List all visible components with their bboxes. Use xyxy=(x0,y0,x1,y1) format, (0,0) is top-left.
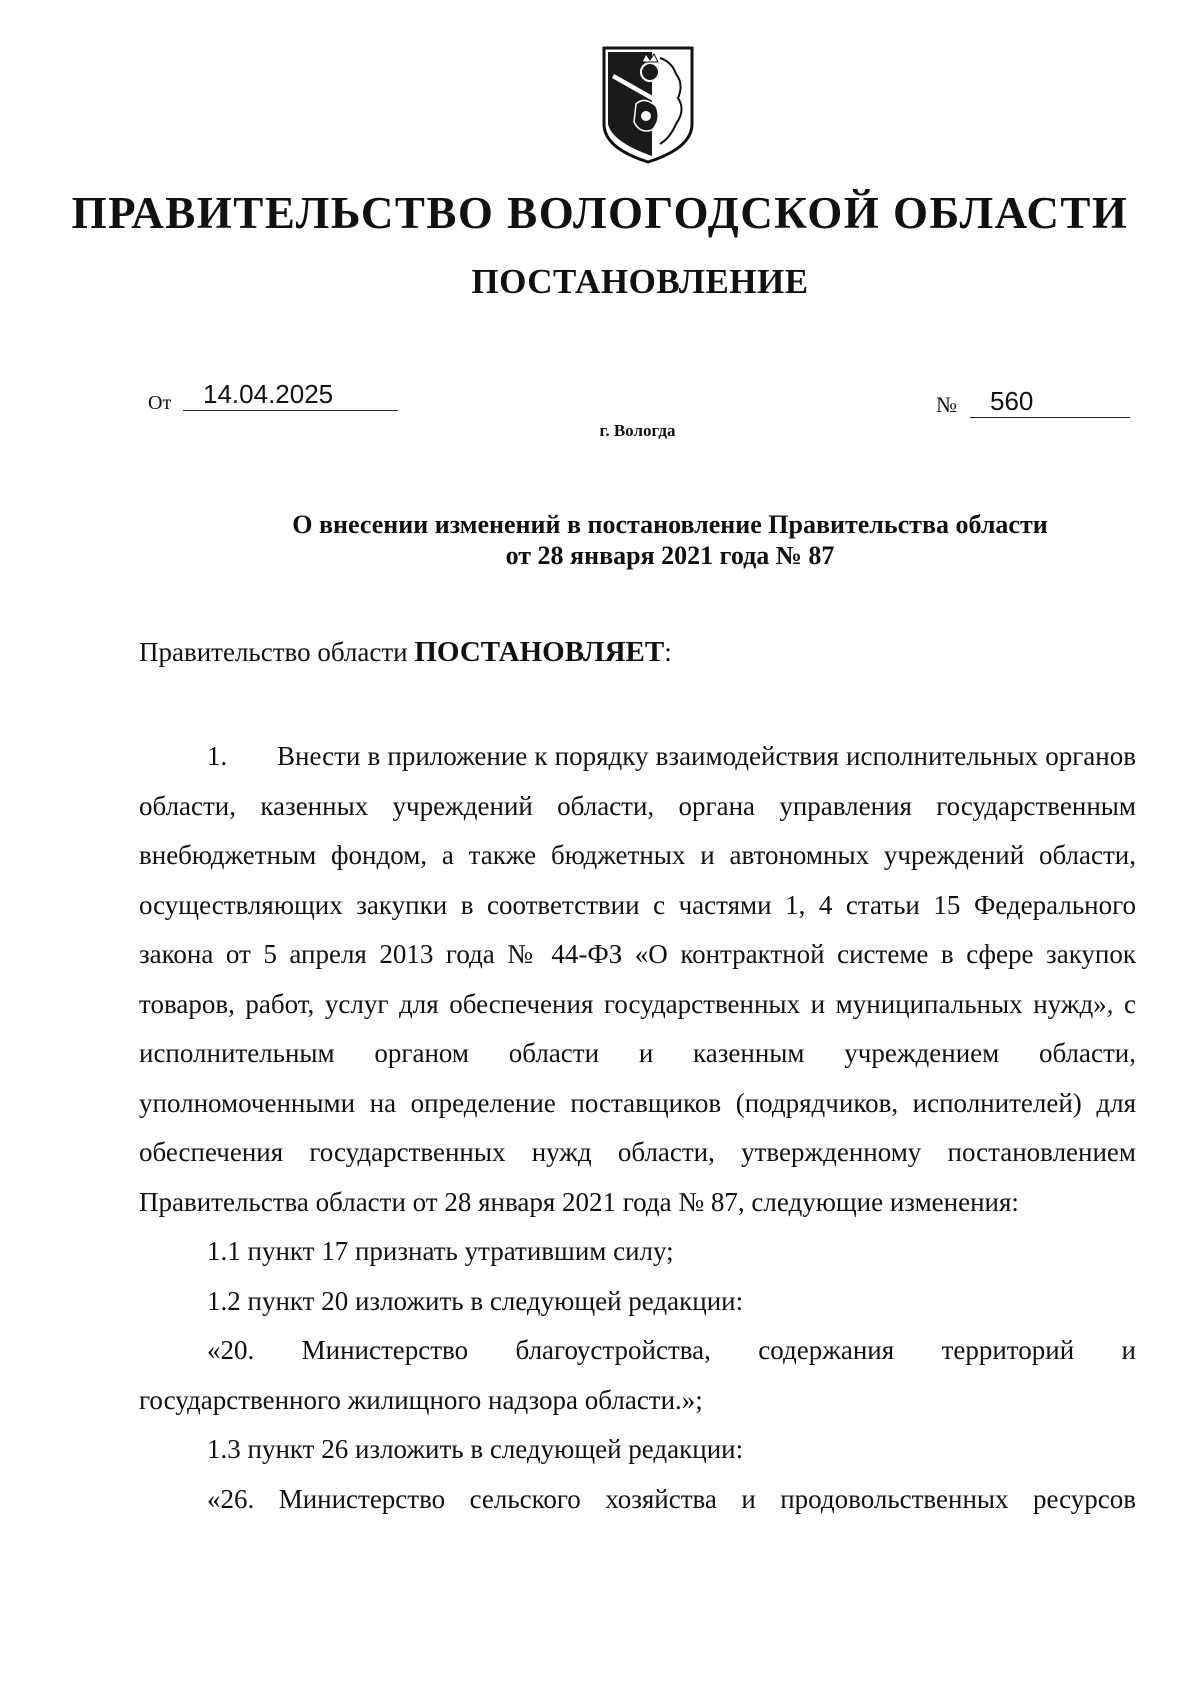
item-1-2: 1.2 пункт 20 изложить в следующей редакции: xyxy=(207,1285,744,1316)
subject-line-1: О внесении изменений в постановление Правительства области xyxy=(292,510,1048,539)
subject-line-2: от 28 января 2021 года № 87 xyxy=(505,541,835,570)
document-type: ПОСТАНОВЛЕНИЕ xyxy=(471,262,809,301)
paragraph-1-text: Внести в приложение к порядку взаимодействия исполнительных органов области, казенных учреждений области, органа управления государственным внебюджетным фондом, а также бюджетных и автономных учреждений области, осуществляющих закупки в соответствии с частями 1, 4 статьи 15 Федерального закона от 5 апреля 2013 года № 44-ФЗ «О контрактной системе в сфере закупок товаров, работ, услуг для обеспечения государственных и муниципальных нужд», с исполнительным органом области и казенным учреждением области, уполномоченными на определение поставщиков (подрядчиков, исполнителей) для обеспечения государственных нужд области, утвержденному постановлением Правительства области от 28 января 2021 года № 87, следующие изменения: xyxy=(139,741,1136,1217)
item-1-1: 1.1 пункт 17 признать утратившим силу; xyxy=(207,1236,674,1266)
preamble-emphasis: ПОСТАНОВЛЯЕТ xyxy=(414,636,665,668)
quote-item-20: «20. Министерство благоустройства, содержания территорий и государственного жилищного надзора области.»; xyxy=(139,1335,1136,1415)
document-subject xyxy=(0,509,1200,571)
item-1-3: 1.3 пункт 26 изложить в следующей редакции: xyxy=(207,1434,744,1464)
document-number: 560 xyxy=(970,385,1130,418)
coat-of-arms-icon xyxy=(600,44,696,166)
paragraph-1-number: 1. xyxy=(207,741,228,771)
preamble xyxy=(139,636,672,669)
document-date: 14.04.2025 xyxy=(183,378,398,411)
paragraph-1 xyxy=(139,732,1136,1227)
document-body xyxy=(139,732,1136,1524)
preamble-tail: : xyxy=(664,637,672,667)
government-title: ПРАВИТЕЛЬСТВО ВОЛОГОДСКОЙ ОБЛАСТИ xyxy=(71,188,1129,238)
city-label: г. Вологда xyxy=(599,421,676,440)
number-label: № xyxy=(936,392,957,417)
date-label: От xyxy=(148,392,172,414)
quote-item-26: «26. Министерство сельского хозяйства и продовольственных ресурсов xyxy=(207,1483,1136,1514)
preamble-text: Правительство области xyxy=(139,637,415,667)
